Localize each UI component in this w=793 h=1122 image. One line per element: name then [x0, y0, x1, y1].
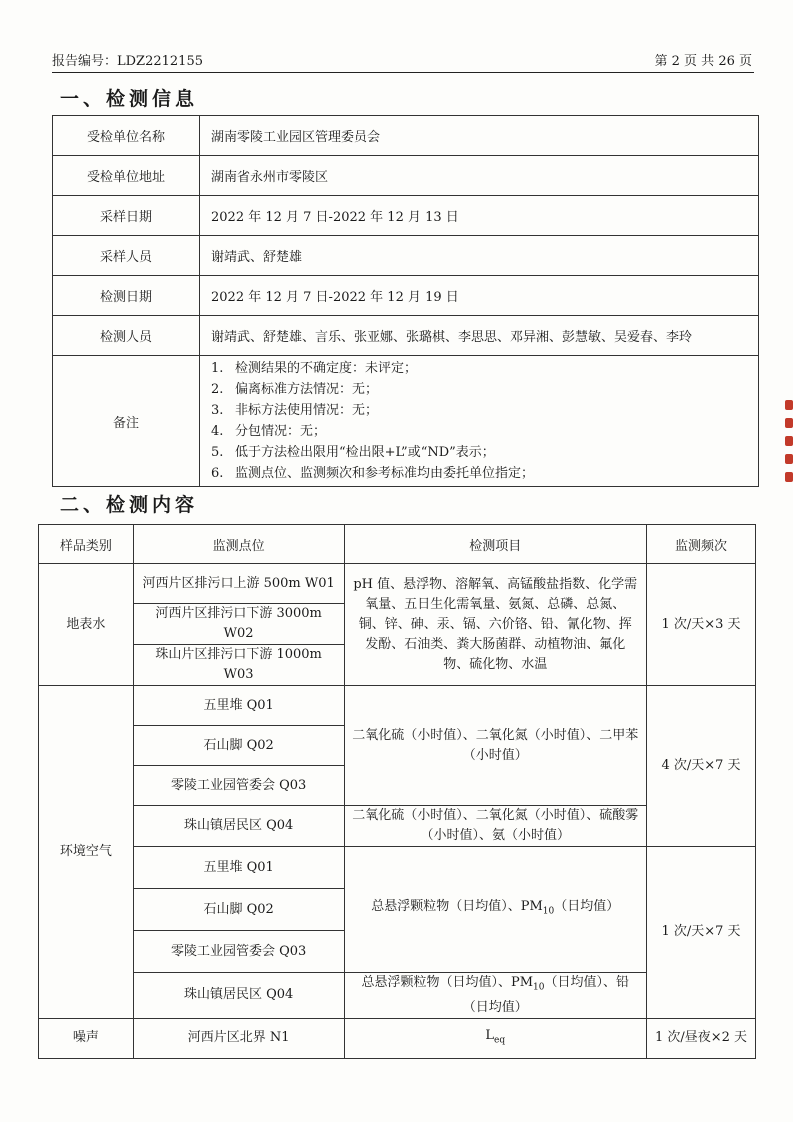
note-text: 低于方法检出限用“检出限+L”或“ND”表示；	[235, 445, 495, 460]
item-subscript: 10	[542, 906, 555, 917]
notes-list	[211, 358, 752, 484]
category-cell: 噪声	[39, 1018, 134, 1058]
note-item	[211, 463, 752, 484]
point-cell: 珠山镇居民区 Q04	[133, 806, 344, 847]
note-text: 分包情况：无；	[235, 424, 327, 439]
table-row	[39, 564, 756, 604]
info-key: 受检单位名称	[53, 116, 200, 156]
info-table	[52, 115, 759, 487]
item-text: （日均值）	[554, 899, 620, 915]
note-number: 2.	[211, 382, 224, 397]
frequency-cell: 4 次/天×7 天	[647, 686, 756, 847]
header-category: 样品类别	[39, 525, 134, 564]
note-item	[211, 400, 752, 421]
note-number: 6.	[211, 466, 224, 481]
note-number: 3.	[211, 403, 224, 418]
note-number: 1.	[211, 361, 224, 376]
point-cell: 石山脚 Q02	[133, 726, 344, 766]
point-cell: 河西片区北界 N1	[133, 1018, 344, 1058]
info-row	[53, 276, 759, 316]
info-value: 2022 年 12 月 7 日-2022 年 12 月 19 日	[200, 276, 759, 316]
info-key: 采样日期	[53, 196, 200, 236]
note-number: 5.	[211, 445, 224, 460]
item-cell: pH 值、悬浮物、溶解氧、高锰酸盐指数、化学需氧量、五日生化需氧量、氨氮、总磷、总氮、铜、锌、砷、汞、镉、六价铬、铅、氰化物、挥发酚、石油类、粪大肠菌群、动植物油、氟化物、硫化物、水温	[344, 564, 646, 686]
item-text: L	[485, 1027, 495, 1043]
frequency-cell: 1 次/昼夜×2 天	[647, 1018, 756, 1058]
header-frequency: 监测频次	[647, 525, 756, 564]
notes-key: 备注	[53, 356, 200, 487]
item-cell: 二氧化硫（小时值）、二氧化氮（小时值）、硫酸雾（小时值）、氨（小时值）	[344, 806, 646, 847]
note-text: 监测点位、监测频次和参考标准均由委托单位指定；	[235, 466, 535, 481]
report-number: 报告编号：LDZ2212155	[52, 54, 203, 69]
point-cell: 珠山片区排污口下游 1000m W03	[133, 645, 344, 686]
note-number: 4.	[211, 424, 224, 439]
header-divider	[52, 72, 754, 73]
category-cell: 地表水	[39, 564, 134, 686]
note-item	[211, 442, 752, 463]
note-text: 非标方法使用情况：无；	[235, 403, 379, 418]
info-value: 2022 年 12 月 7 日-2022 年 12 月 13 日	[200, 196, 759, 236]
item-subscript: 10	[533, 982, 545, 993]
info-row	[53, 156, 759, 196]
point-cell: 五里堆 Q01	[133, 847, 344, 889]
info-key: 检测日期	[53, 276, 200, 316]
info-row	[53, 116, 759, 156]
table-row	[39, 1018, 756, 1058]
point-cell: 零陵工业园管委会 Q03	[133, 766, 344, 806]
item-subscript: eq	[494, 1035, 506, 1046]
info-key: 采样人员	[53, 236, 200, 276]
item-text: 总悬浮颗粒物（日均值）、PM	[361, 975, 534, 990]
info-key: 检测人员	[53, 316, 200, 356]
point-cell: 五里堆 Q01	[133, 686, 344, 726]
point-cell: 石山脚 Q02	[133, 889, 344, 931]
item-cell	[344, 847, 646, 973]
info-value: 湖南零陵工业园区管理委员会	[200, 116, 759, 156]
info-row	[53, 236, 759, 276]
info-row	[53, 316, 759, 356]
info-key: 受检单位地址	[53, 156, 200, 196]
info-value: 谢靖武、舒楚雄	[200, 236, 759, 276]
header-point: 监测点位	[133, 525, 344, 564]
header-item: 检测项目	[344, 525, 646, 564]
note-item	[211, 421, 752, 442]
point-cell: 河西片区排污口上游 500m W01	[133, 564, 344, 604]
seal-stamp-edge	[785, 400, 793, 520]
notes-row	[53, 356, 759, 487]
info-value: 谢靖武、舒楚雄、言乐、张亚娜、张璐棋、李思思、邓异湘、彭慧敏、吴爱春、李玲	[200, 316, 759, 356]
item-text: （日均值）、铅（日均值）	[462, 975, 630, 1015]
note-item	[211, 379, 752, 400]
notes-cell	[200, 356, 759, 487]
table-row	[39, 686, 756, 726]
note-text: 检测结果的不确定度：未评定；	[235, 361, 418, 376]
note-item	[211, 358, 752, 379]
content-header-row	[39, 525, 756, 564]
item-cell	[344, 1018, 646, 1058]
item-cell: 二氧化硫（小时值）、二氧化氮（小时值）、二甲苯（小时值）	[344, 686, 646, 806]
content-table	[38, 524, 756, 1059]
point-cell: 珠山镇居民区 Q04	[133, 973, 344, 1019]
item-cell	[344, 973, 646, 1019]
page-header	[52, 50, 752, 69]
page-info: 第 2 页 共 26 页	[654, 54, 752, 69]
info-value: 湖南省永州市零陵区	[200, 156, 759, 196]
point-cell: 零陵工业园管委会 Q03	[133, 931, 344, 973]
note-text: 偏离标准方法情况：无；	[235, 382, 379, 397]
frequency-cell: 1 次/天×7 天	[647, 847, 756, 1019]
point-cell: 河西片区排污口下游 3000m W02	[133, 604, 344, 645]
frequency-cell: 1 次/天×3 天	[647, 564, 756, 686]
item-text: 总悬浮颗粒物（日均值）、PM	[371, 899, 543, 915]
info-row	[53, 196, 759, 236]
section-title-content: 二、检测内容	[60, 494, 199, 516]
table-row	[39, 847, 756, 889]
section-title-info: 一、检测信息	[60, 88, 199, 110]
category-cell: 环境空气	[39, 686, 134, 1019]
